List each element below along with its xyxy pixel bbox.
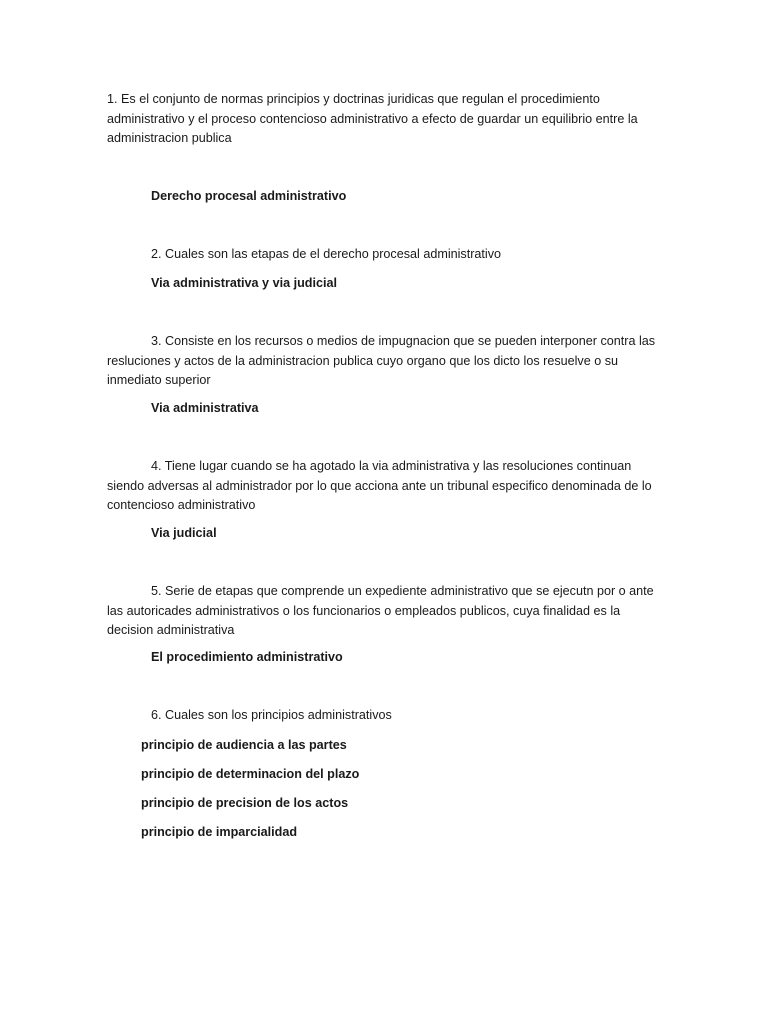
question-3: 3. Consiste en los recursos o medios de impugnacion que se pueden interponer contra las resluciones y actos de la administracion publica cuyo organo que los dicto los resuelve o su inmediato superior bbox=[107, 334, 656, 388]
question-1: 1. Es el conjunto de normas principios y doctrinas juridicas que regulan el procedimiento administrativo y el proceso contencioso administrativo a efecto de guardar un equilibrio entre la administracion publica bbox=[107, 92, 638, 146]
principle-item: principio de audiencia a las partes bbox=[141, 738, 347, 752]
question-4: 4. Tiene lugar cuando se ha agotado la via administrativa y las resoluciones continuan siendo adversas al administrador por lo que acciona ante un tribunal especifico denominada de lo contencioso administrativo bbox=[107, 459, 652, 513]
answer-2: Via administrativa y via judicial bbox=[151, 276, 337, 290]
principle-item: principio de determinacion del plazo bbox=[141, 767, 360, 781]
question-5: 5. Serie de etapas que comprende un expediente administrativo que se ejecutn por o ante las autoricades administrativos o los funcionarios o empleados publicos, cuya finalidad es la decision administrativa bbox=[107, 584, 654, 638]
principle-item: principio de imparcialidad bbox=[141, 825, 298, 839]
answer-4: Via judicial bbox=[151, 526, 217, 540]
question-2: 2. Cuales son las etapas de el derecho procesal administrativo bbox=[151, 247, 502, 261]
question-6: 6. Cuales son los principios administrativos bbox=[151, 708, 392, 722]
principle-item: principio de precision de los actos bbox=[141, 796, 349, 810]
answer-3: Via administrativa bbox=[151, 401, 259, 415]
answer-1: Derecho procesal administrativo bbox=[151, 189, 347, 203]
answer-5: El procedimiento administrativo bbox=[151, 650, 343, 664]
